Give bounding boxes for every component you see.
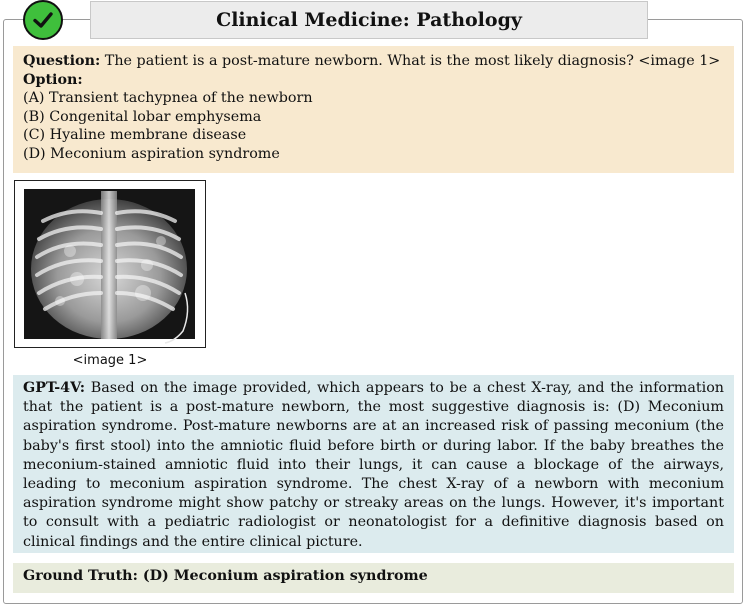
xray-image [14,180,206,348]
question-text: The patient is a post-mature newborn. What is the most likely diagnosis? <image 1> [104,53,721,69]
page-title [90,1,648,39]
ground-truth-box [13,563,734,593]
check-icon [23,0,63,40]
option-d: (D) Meconium aspiration syndrome [23,145,280,162]
question-line [23,52,724,71]
ground-truth-text: Ground Truth: (D) Meconium aspiration syndrome [23,568,428,584]
option-label: Option: [23,71,83,88]
answer-box [13,375,734,553]
option-c: (C) Hyaline membrane disease [23,127,247,144]
answer-text: Based on the image provided, which appears to be a chest X-ray, and the information that the patient is a post-mature newborn, the most suggestive diagnosis is: (D) Meconium aspiration syndrome. Post-mature newborns are at an increased risk of passing meconium (the baby's first stool) into the amniotic fluid before birth or during labor. If the baby breathes the meconium-stained amniotic fluid into their lungs, it can cause a blockage of the airways, leading to meconium aspiration syndrome. The chest X-ray of a newborn with meconium aspiration syndrome might show patchy or streaky areas on the lungs. However, it's important to consult with a pediatric radiologist or neonatologist for a definitive diagnosis based on clinical findings and the entire clinical picture. [23,380,725,550]
title-text: Clinical Medicine: Pathology [216,9,522,31]
question-box [13,46,734,173]
image-caption: <image 1> [72,353,148,368]
chest-xray-illustration [15,181,204,346]
option-b: (B) Congenital lobar emphysema [23,108,262,125]
answer-label: GPT-4V: [23,380,86,396]
question-label: Question: [23,53,101,69]
option-a: (A) Transient tachypnea of the newborn [23,90,313,107]
